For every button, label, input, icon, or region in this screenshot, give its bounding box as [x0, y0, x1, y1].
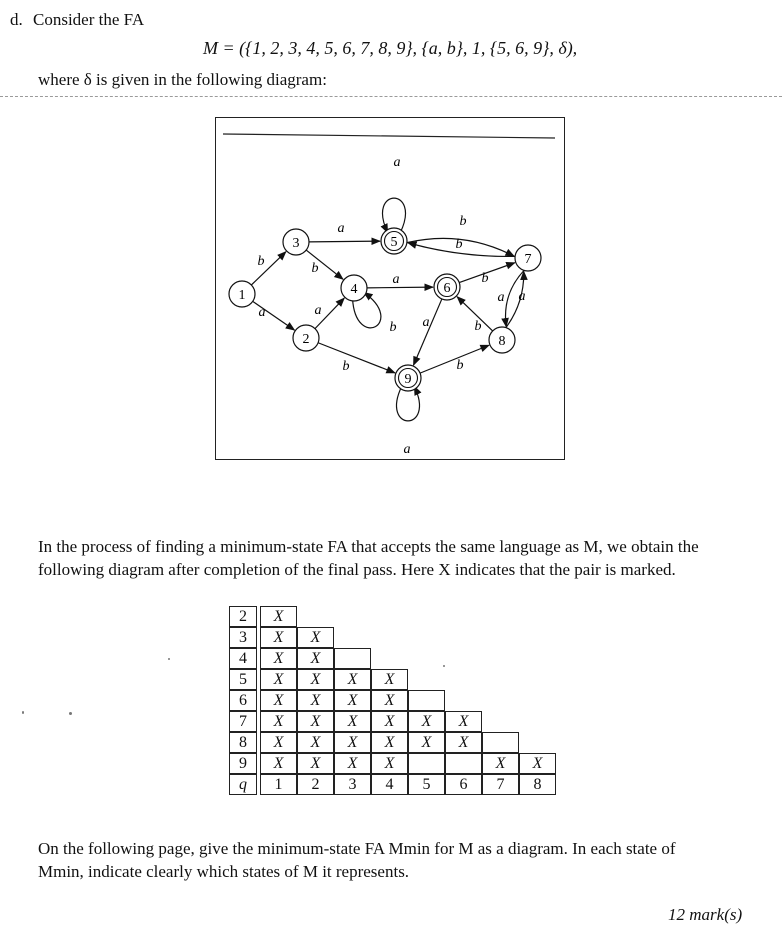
table-cell-marked: X [334, 711, 371, 732]
table-row-label: 9 [229, 753, 257, 774]
table-row-label: 6 [229, 690, 257, 711]
state-8 [489, 327, 515, 353]
table-row-label: 5 [229, 669, 257, 690]
transition-6-to-9 [414, 299, 442, 365]
paragraph-1-line-1: In the process of finding a minimum-state FA that accepts the same language as M, we obtain the [38, 537, 699, 556]
table-footer-cell: 1 [260, 774, 297, 795]
table-cell-empty [482, 732, 519, 753]
state-4 [341, 275, 367, 301]
transition-3-to-5 [309, 241, 380, 242]
table-cell-marked: X [482, 753, 519, 774]
marks-label: 12 mark(s) [668, 905, 743, 924]
table-cell-marked: X [260, 732, 297, 753]
svg-text:8: 8 [498, 334, 506, 349]
svg-text:4: 4 [350, 282, 358, 297]
transition-label-5-to-5: a [393, 155, 401, 170]
table-footer-cell: 8 [519, 774, 556, 795]
table-cell-marked: X [297, 732, 334, 753]
table-cell-marked: X [408, 711, 445, 732]
paragraph-1-line-2: following diagram after completion of the final pass. Here X indicates that the pair is marked. [38, 560, 676, 579]
svg-text:5: 5 [390, 235, 398, 250]
table-cell-marked: X [371, 669, 408, 690]
transition-9-to-8 [420, 345, 489, 373]
table-cell-marked: X [445, 711, 482, 732]
scan-speck [168, 658, 170, 660]
table-cell-marked: X [297, 753, 334, 774]
table-row-label: 8 [229, 732, 257, 753]
transition-label-5-to-7: b [459, 214, 467, 229]
table-cell-marked: X [260, 669, 297, 690]
question-label: d. [10, 10, 23, 29]
table-cell-empty [334, 648, 371, 669]
table-cell-marked: X [519, 753, 556, 774]
paragraph-2-line-2: Mmin, indicate clearly which states of M it represents. [38, 862, 410, 881]
state-9 [395, 365, 421, 391]
svg-text:1: 1 [238, 288, 246, 303]
table-cell-marked: X [334, 753, 371, 774]
transition-label-9-to-9: a [403, 442, 411, 457]
table-cell-marked: X [297, 690, 334, 711]
table-footer-cell: 4 [371, 774, 408, 795]
table-cell-empty [408, 690, 445, 711]
transition-label-3-to-4: b [311, 261, 319, 276]
svg-text:6: 6 [443, 281, 451, 296]
svg-text:2: 2 [302, 332, 310, 347]
table-row-label: 7 [229, 711, 257, 732]
table-row-label: 4 [229, 648, 257, 669]
table-cell-marked: X [371, 753, 408, 774]
table-cell-empty [445, 753, 482, 774]
table-cell-empty [408, 753, 445, 774]
transition-label-7-to-8: a [518, 289, 526, 304]
transition-label-9-to-8: b [456, 358, 464, 373]
scan-speck [69, 712, 72, 715]
frame-top-line [223, 134, 555, 138]
fa-edge-labels [258, 155, 526, 457]
transition-label-6-to-9: a [422, 315, 430, 330]
transition-label-8-to-6: b [474, 319, 482, 334]
table-cell-marked: X [297, 669, 334, 690]
delta-sentence: where δ is given in the following diagram: [38, 70, 327, 89]
table-cell-marked: X [260, 627, 297, 648]
table-cell-marked: X [371, 690, 408, 711]
question-intro: Consider the FA [33, 10, 145, 29]
fa-definition: M = ({1, 2, 3, 4, 5, 6, 7, 8, 9}, {a, b}, 1, {5, 6, 9}, δ), [203, 38, 578, 58]
transition-label-8-to-7: a [497, 290, 505, 305]
table-row-label: 2 [229, 606, 257, 627]
transition-label-6-to-7: b [481, 271, 489, 286]
table-footer-cell: 3 [334, 774, 371, 795]
table-cell-marked: X [371, 711, 408, 732]
transition-label-3-to-5: a [337, 221, 345, 236]
table-cell-marked: X [260, 606, 297, 627]
transition-label-2-to-4: a [314, 303, 322, 318]
table-cell-marked: X [260, 711, 297, 732]
table-footer-cell: 2 [297, 774, 334, 795]
state-2 [293, 325, 319, 351]
state-6 [434, 274, 460, 300]
svg-text:7: 7 [524, 252, 532, 267]
table-cell-marked: X [297, 627, 334, 648]
table-cell-marked: X [445, 732, 482, 753]
table-cell-marked: X [334, 732, 371, 753]
svg-text:3: 3 [292, 236, 300, 251]
state-3 [283, 229, 309, 255]
scan-speck [443, 665, 445, 667]
table-cell-marked: X [297, 648, 334, 669]
table-cell-marked: X [260, 753, 297, 774]
divider [0, 96, 782, 97]
table-cell-marked: X [260, 648, 297, 669]
table-cell-marked: X [297, 711, 334, 732]
transition-label-4-to-6: a [392, 272, 400, 287]
fa-states [229, 228, 541, 391]
state-5 [381, 228, 407, 254]
transition-label-1-to-3: b [257, 254, 265, 269]
transition-2-to-9 [318, 343, 395, 373]
table-footer-cell: 6 [445, 774, 482, 795]
transition-4-to-6 [367, 287, 433, 288]
transition-label-2-to-9: b [342, 359, 350, 374]
question-header [10, 9, 144, 31]
table-cell-marked: X [334, 690, 371, 711]
table-footer-cell: 7 [482, 774, 519, 795]
table-cell-marked: X [260, 690, 297, 711]
table-cell-marked: X [371, 732, 408, 753]
paragraph-2-line-1: On the following page, give the minimum-state FA Mmin for M as a diagram. In each state of [38, 839, 676, 858]
table-row-label: 3 [229, 627, 257, 648]
table-cell-marked: X [334, 669, 371, 690]
table-footer-label: q [229, 774, 257, 795]
state-1 [229, 281, 255, 307]
table-cell-marked: X [408, 732, 445, 753]
svg-text:9: 9 [404, 372, 412, 387]
fa-diagram [215, 117, 565, 460]
table-footer-cell: 5 [408, 774, 445, 795]
transition-label-4-to-4: b [389, 320, 397, 335]
scan-speck [22, 711, 24, 714]
transition-label-7-to-5: b [455, 237, 463, 252]
transition-label-1-to-2: a [258, 305, 266, 320]
state-7 [515, 245, 541, 271]
